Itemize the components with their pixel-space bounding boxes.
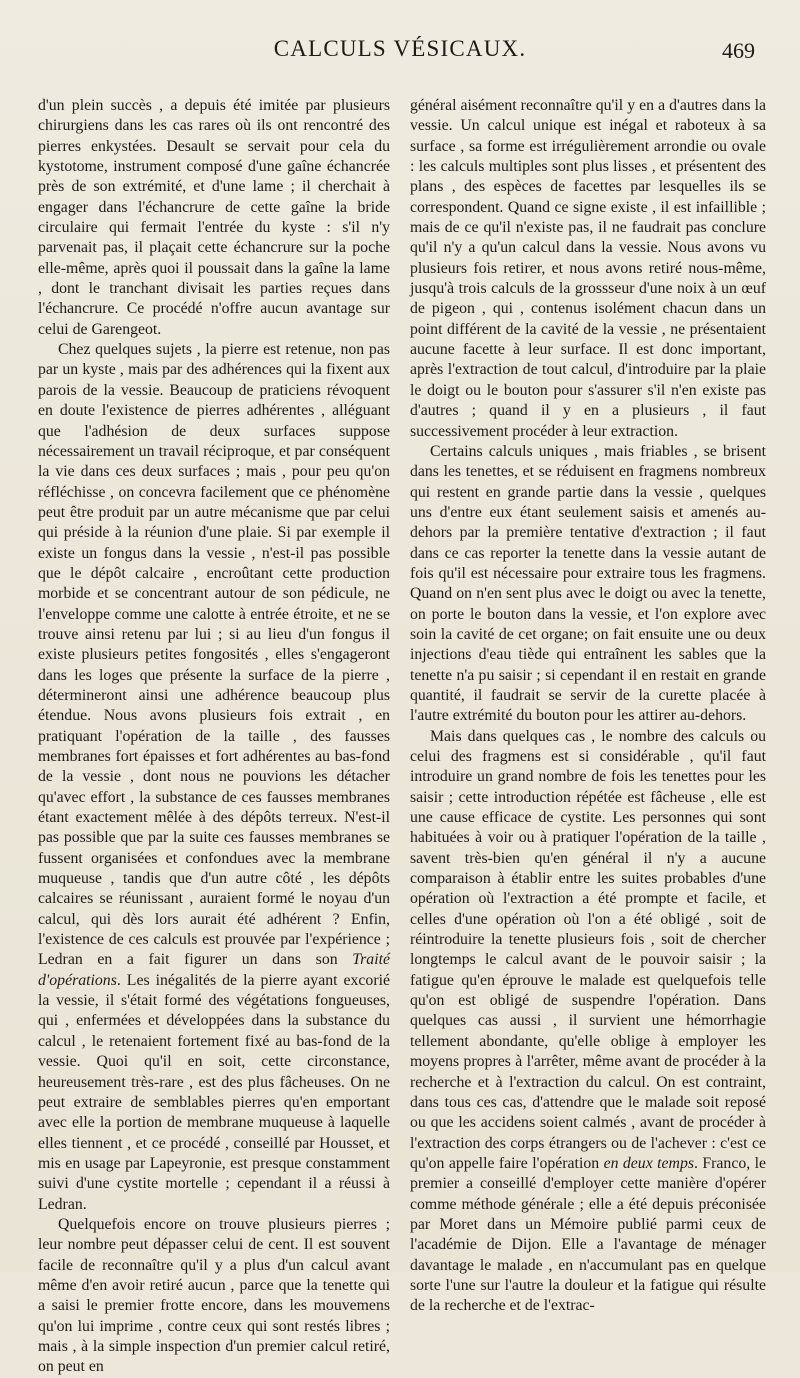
term-italic: en deux temps [603, 1154, 694, 1172]
page-number: 469 [722, 38, 755, 63]
page-header [0, 36, 800, 72]
paragraph: Quelquefois encore on trouve plusieurs pierres ; leur nombre peut dépasser celui de cent. Il est souvent facile de reconnaître qu'il y a plus d'un calcul avant même d'en avoir retiré aucun , parce que la tenette qui a saisi le premier frotte encore, dans les mouvemens qu'on lui imprime , contre ceux qui sont restés libres ; mais , à la simple inspection d'un premier calcul retiré, on peut en [38, 1215, 390, 1376]
left-column [38, 96, 390, 1378]
paragraph-text: . Les inégalités de la pierre ayant excorié la vessie, il s'était formé des végétations fongueuses, qui , enfermées et développées dans la substance du calcul , le retenaient fortement fixé au bas-fond de la vessie. Quoi qu'il en soit, cette circonstance, heureusement très-rare , est des plus fâcheuses. On ne peut extraire de semblables pierres qu'en emportant avec elle la portion de membrane muqueuse à laquelle elles tiennent , et ce procédé , conseillé par Housset, et mis en usage par Lapeyronie, est presque constamment suivi d'une cystite mortelle ; cependant il a réussi à Ledran. [38, 971, 390, 1213]
paragraph: Certains calculs uniques , mais friables , se brisent dans les tenettes, et se réduisent en fragmens nombreux qui restent en grande partie dans la vessie , quelques uns d'entre eux étant seulement saisis et amenés au-dehors par la première tentative d'extraction ; il faut dans ce cas reporter la tenette dans la vessie autant de fois qu'il est nécessaire pour extraire tous les fragmens. Quand on n'en sent plus avec le doigt ou avec la tenette, on porte le bouton dans la vessie, et l'on explore avec soin la cavité de cet organe; on fait ensuite une ou deux injections d'eau tiède qui entraînent les sables que la tenette n'a pu saisir ; si cependant il en restait en grande quantité, il faudrait se servir de la curette placée à l'autre extrémité du bouton pour les attirer au-dehors. [410, 442, 766, 725]
paragraph [38, 340, 390, 1215]
paragraph: d'un plein succès , a depuis été imitée par plusieurs chirurgiens dans les cas rares où ils ont rencontré des pierres enkystées. Desault se servait pour cela du kystotome, instrument composé d'une gaîne échancrée près de son extrémité, et d'une lame ; il cherchait à engager dans l'échancrure de cette gaîne la bride circulaire qui fermait l'entrée du kyste : s'il n'y parvenait pas, il plaçait cette échancrure sur la poche elle-même, après quoi il poussait dans la gaîne la lame , dont le tranchant divisait les parties reçues dans l'échancrure. Ce procédé n'offre aucun avantage sur celui de Garengeot. [38, 97, 390, 338]
paragraph [410, 727, 766, 1317]
running-title: CALCULS VÉSICAUX. [273, 36, 527, 61]
right-column [410, 96, 766, 1317]
paragraph: général aisément reconnaître qu'il y en a d'autres dans la vessie. Un calcul unique est inégal et raboteux à sa surface , sa forme est irrégulièrement arrondie ou ovale : les calculs multiples sont plus lisses , et présentent des plans , des espèces de facettes par lesquelles ils se correspondent. Quand ce signe existe , il est infaillible ; mais de ce qu'il n'existe pas, il ne faudrait pas conclure qu'il n'y a qu'un calcul dans la vessie. Nous avons vu plusieurs fois retirer, et nous avons retiré nous-même, jusqu'à trois calculs de la grossseur d'une noix à un œuf de pigeon , qui , contenus isolément chacun dans un point différent de la cavité de la vessie , ne présentaient aucune facette à leur surface. Il est donc important, après l'extraction de tout calcul, d'introduire par la plaie le doigt ou le bouton pour s'assurer s'il n'en existe pas d'autres ; quand il y en a plusieurs , il faut successivement procéder à leur extraction. [410, 97, 766, 440]
paragraph-text: Mais dans quelques cas , le nombre des calculs ou celui des fragmens est si considérable , qu'il faut introduire un grand nombre de fois les tenettes pour les saisir ; cette introduction répétée est fâcheuse , elle est une cause efficace de cystite. Les personnes qui sont habituées à voir ou à pratiquer l'opération de la taille , savent très-bien qu'en général il n'y a aucune comparaison à établir entre les suites probables d'une opération où l'extraction a été prompte et facile, et celles d'une opération où l'on a été obligé , soit de réintroduire la tenette plusieurs fois , soit de chercher longtemps le calcul avant de le pouvoir saisir ; la fatigue qu'en éprouve le malade est quelquefois telle qu'on est obligé de suspendre l'opération. Dans quelques cas aussi , il survient une hémorrhagie tellement abondante, qu'elle oblige à employer les moyens propres à l'arrêter, même avant de procéder à la recherche et à l'extraction du calcul. On est contraint, dans tous ces cas, d'attendre que le malade soit reposé ou que les accidens soient calmés , avant de procéder à l'extraction des corps étrangers ou de l'achever : c'est ce qu'on appelle faire l'opération [410, 727, 766, 1172]
book-title-italic: Traité d'opérations [38, 951, 390, 989]
paragraph-text: . Franco, le premier a conseillé d'employer cette manière d'opérer comme méthode générale ; elle a été depuis préconisée par Moret dans un Mémoire publié parmi ceux de l'académie de Dijon. Elle a l'avantage de ménager davantage le malade , en n'accumulant pas en quelque sorte l'une sur l'autre la douleur et la fatigue qui résulte de la recherche et de l'extrac- [410, 1154, 767, 1315]
paragraph-text: Chez quelques sujets , la pierre est retenue, non pas par un kyste , mais par des adhérences qui la fixent aux parois de la vessie. Beaucoup de praticiens révoquent en doute l'existence de pierres adhérentes , alléguant que l'adhésion de deux surfaces suppose nécessairement un travail réciproque, et par conséquent la vie dans ces deux surfaces ; mais , pour peu qu'on réfléchisse , on concevra facilement que ce phénomène peut être produit par un autre mécanisme que par celui qui préside à la réunion d'une plaie. Si par exemple il existe un fongus dans la vessie , n'est-il pas possible que le dépôt calcaire , encroûtant cette production morbide et se concentrant autour de son pédicule, ne l'enveloppe comme une calotte à entrée étroite, et ne se trouve ainsi retenu par lui ; si au lieu d'un fongus il existe plusieurs petites fongosités , elles s'engageront dans les loges que présente la surface de la pierre , détermineront ainsi une adhérence beaucoup plus étendue. Nous avons plusieurs fois extrait , en pratiquant l'opération de la taille , des fausses membranes fort épaisses et fort adhérentes au bas-fond de la vessie , dont nous ne pouvions les détacher qu'avec effort , la substance de ces fausses membranes étant exactement mêlée à des dépôts terreux. N'est-il pas possible que par la suite ces fausses membranes se fussent organisées et confondues avec la membrane muqueuse , tandis que d'un autre côté , les dépôts calcaires se réunissant , auraient formé le noyau d'un calcul, qui dès lors aurait été adhérent ? Enfin, l'existence de ces calculs est prouvée par l'expérience ; Ledran en a fait figurer un dans son [38, 341, 390, 969]
